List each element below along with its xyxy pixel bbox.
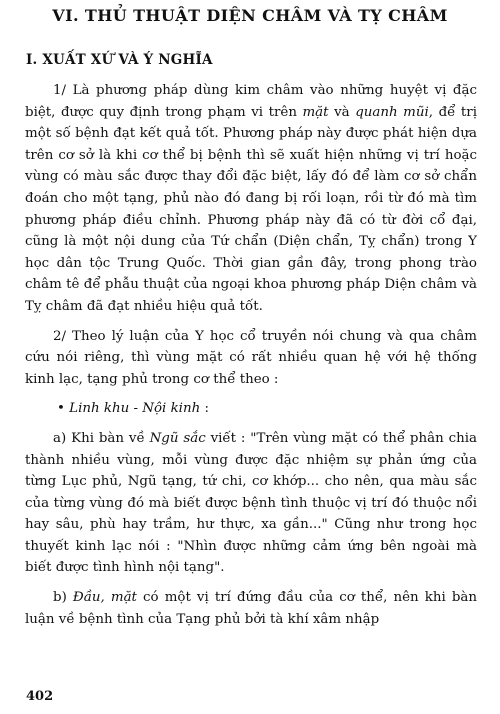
bullet-item-title: Linh khu - Nội kinh — [69, 401, 201, 417]
paragraph-2: 2/ Theo lý luận của Y học cổ truyền nói chung và qua châm cứu nói riêng, thì vùng mặt có rất nhiều quan hệ với hệ thống kinh lạc, tạng phủ trong cơ thể theo : — [25, 328, 477, 387]
paragraph-b-emphasis: Đầu, mặt — [72, 590, 137, 606]
paragraph-a-text-a: a) Khi bàn về — [53, 430, 150, 446]
paragraph-1-text-a: 1/ Là phương pháp dùng kim châm vào những huyệt vị đặc biệt, được quy định trong phạm vi trên — [25, 83, 477, 120]
paragraph-1-text-c: , để trị một số bệnh đạt kết quả tốt. Phương pháp này được phát hiện dựa trên cơ sở là khi cơ thể bị bệnh thì sẽ xuất hiện những vị trí hoặc vùng có màu sắc được thay đổi đặc biệt, lấy đó để làm cơ sở chẩn đoán cho một tạng, phủ nào đó đang bị rối loạn, rồi từ đó mà tìm phương pháp điều chỉnh. Phương pháp này đã có từ đời cổ đại, cũng là một nội dung của Tứ chẩn (Diện chẩn, Tỵ chẩn) trong Y học dân tộc Trung Quốc. Thời gian gần đây, trong phong trào châm tê để phẫu thuật của ngoại khoa phương pháp Diện châm và Tỵ châm đã đạt nhiều hiệu quả tốt. — [25, 104, 477, 314]
paragraph-a-emphasis: Ngũ sắc — [149, 430, 206, 446]
paragraph-a-text-b: viết : "Trên vùng mặt có thể phân chia thành nhiều vùng, mỗi vùng được đặc nhiệm sự phản ứng của từng Lục phủ, Ngũ tạng, tứ chi, cơ khớp... cho nên, qua màu sắc của từng vùng đó mà biết được bệnh tình thuộc vị trí đó thuộc nổi hay sâu, phù hay trầm, hư thực, xa gần..." Cũng như trong học thuyết kinh lạc nói : "Nhìn được những cảm ứng bên ngoài mà biết được tình hình nội tạng". — [25, 430, 477, 576]
paragraph-b-text-a: b) — [53, 590, 73, 606]
bullet-icon: • — [57, 401, 65, 417]
chapter-title: VI. THỦ THUẬT DIỆN CHÂM VÀ TỴ CHÂM — [52, 6, 448, 25]
paragraph-a — [25, 428, 477, 579]
paragraph-1 — [25, 80, 477, 318]
paragraph-1-emphasis-nose: quanh mũi — [355, 104, 429, 120]
bullet-item — [25, 398, 477, 420]
page-number: 402 — [26, 689, 54, 704]
paragraph-1-emphasis-face: mặt — [302, 104, 329, 120]
paragraph-b-text-b: có một vị trí đứng đầu của cơ thể, nên khi bàn luận về bệnh tình của Tạng phủ bởi tà khí xâm nhập — [25, 590, 477, 627]
section-heading: I. XUẤT XỨ VÀ Ý NGHĨA — [26, 52, 213, 68]
body-text — [25, 80, 477, 630]
bullet-item-suffix: : — [200, 401, 209, 417]
paragraph-b — [25, 587, 477, 630]
paragraph-1-text-b: và — [328, 104, 356, 120]
